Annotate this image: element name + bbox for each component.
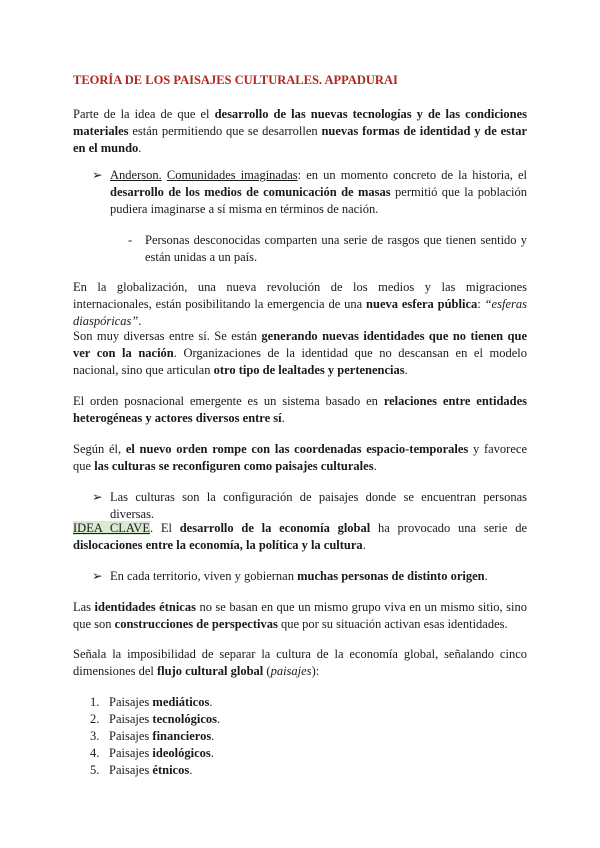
text: En cada territorio, viven y gobiernan	[110, 569, 298, 583]
text: :	[477, 297, 485, 311]
text: (	[263, 664, 271, 678]
text: En la globalización, una nueva revolución de los medios y las migraciones internacionales, están posibilitando la emergencia de una	[73, 280, 527, 311]
bold-text: identidades étnicas	[94, 600, 196, 614]
bold-text: construcciones de perspectivas	[114, 617, 278, 631]
arrow-bullet-icon: ➢	[92, 569, 103, 583]
text: .	[404, 363, 408, 377]
sub-bullet: Personas desconocidas comparten una serie de rasgos que tienen sentido y están unidas a un país.	[145, 233, 527, 264]
text: Las	[73, 600, 95, 614]
dash-bullet-icon: -	[128, 233, 133, 247]
paragraph-key-idea	[73, 520, 527, 554]
text: El orden posnacional emergente es un sistema basado en	[73, 394, 384, 408]
bullet-territory	[110, 568, 527, 585]
text: y favorece que	[73, 442, 527, 473]
document-title: TEORÍA DE LOS PAISAJES CULTURALES. APPADURAI	[73, 73, 398, 87]
bold-text: nuevas identidades que no tienen que ver con la nación	[73, 329, 528, 360]
author-name: Anderson.	[110, 168, 162, 182]
text: permitió que la población pudiera imaginarse a sí misma en términos de nación.	[110, 185, 527, 216]
text: .	[362, 538, 366, 552]
bullet-landscapes: Las culturas son la configuración de paisajes donde se encuentran personas diversas.	[110, 490, 527, 521]
text: están permitiendo que se desarrollen	[128, 124, 322, 138]
bold-text: dislocaciones entre la economía, la política y la cultura	[73, 538, 363, 552]
paragraph-postnational	[73, 393, 527, 427]
text: Paisajes	[109, 763, 153, 777]
bold-text: desarrollo de los medios de comunicación de masas	[110, 185, 391, 199]
list-item	[73, 745, 527, 762]
text: .	[138, 314, 142, 328]
paragraph-ethnic	[73, 599, 527, 633]
book-title: Comunidades imaginadas	[166, 168, 298, 182]
bold-text: desarrollo de las nuevas tecnologías y de las condiciones materiales	[73, 107, 527, 138]
paragraph-intro	[73, 106, 527, 157]
text: .	[484, 569, 488, 583]
list-item	[73, 728, 527, 745]
list-number: 5.	[90, 763, 100, 777]
text: .	[281, 411, 285, 425]
bold-text: desarrollo de la economía global	[179, 521, 371, 535]
paragraph-globalization	[73, 279, 527, 330]
bold-text: étnicos	[152, 763, 190, 777]
bold-text: flujo cultural global	[157, 664, 264, 678]
italic-text: paisajes	[270, 664, 312, 678]
paragraph-new-order	[73, 441, 527, 475]
list-number: 3.	[90, 729, 100, 743]
bullet-anderson	[110, 167, 527, 218]
paragraph-identities	[73, 328, 527, 379]
text: . El	[149, 521, 180, 535]
text: .	[209, 695, 213, 709]
text: .	[211, 729, 215, 743]
text: Paisajes	[109, 712, 153, 726]
text: : en un momento concreto de la historia, el	[297, 168, 528, 182]
text: no se basan en que un mismo grupo viva en un mismo sitio, sino que son	[73, 600, 527, 631]
text: .	[216, 712, 221, 726]
list-number: 4.	[90, 746, 100, 760]
paragraph-dimensions	[73, 646, 527, 680]
text: .	[210, 746, 214, 760]
bold-text: relaciones entre entidades heterogéneas y actores diversos entre sí	[73, 394, 528, 425]
text: Según él,	[73, 442, 126, 456]
bold-text: ideológicos	[152, 746, 211, 760]
bold-text: muchas personas de distinto origen	[297, 569, 485, 583]
text: Señala la imposibilidad de separar la cultura de la economía global, señalando cinco dimensiones del	[73, 647, 527, 678]
list-number: 1.	[90, 695, 100, 709]
text: Parte de la idea de que el	[73, 107, 215, 121]
text: Paisajes	[109, 695, 153, 709]
bold-text: nueva esfera pública	[366, 297, 478, 311]
list-item	[73, 694, 527, 711]
text: ha provocado una serie de	[370, 521, 528, 535]
bold-text: financieros	[152, 729, 212, 743]
landscapes-list	[73, 694, 527, 779]
text: Paisajes	[109, 729, 153, 743]
text: ):	[311, 664, 320, 678]
italic-text: “esferas diaspóricas”	[73, 297, 527, 328]
bold-text: generando	[261, 329, 318, 343]
bold-text: nuevas formas de identidad y de estar en el mundo	[73, 124, 527, 155]
arrow-bullet-icon: ➢	[92, 490, 103, 504]
bold-text: otro tipo de lealtades y pertenencias	[213, 363, 405, 377]
bold-text: el nuevo orden rompe con las coordenadas espacio-temporales	[125, 442, 469, 456]
list-number: 2.	[90, 712, 100, 726]
bold-text: mediáticos	[152, 695, 210, 709]
bold-text: tecnológicos	[152, 712, 217, 726]
text: Paisajes	[109, 746, 153, 760]
list-item	[73, 711, 527, 728]
text: .	[373, 459, 377, 473]
bold-text: las culturas se reconfiguren como paisajes culturales	[94, 459, 374, 473]
text: .	[189, 763, 193, 777]
arrow-bullet-icon: ➢	[92, 168, 103, 182]
text: Son muy diversas entre sí. Se están	[73, 329, 262, 343]
text: que por su situación activan esas identidades.	[277, 617, 508, 631]
key-idea-label: IDEA CLAVE	[73, 521, 150, 535]
text: . Organizaciones de la identidad que no descansan en el modelo nacional, sino que articulan	[73, 346, 527, 377]
text: .	[138, 141, 142, 155]
list-item	[73, 762, 527, 779]
